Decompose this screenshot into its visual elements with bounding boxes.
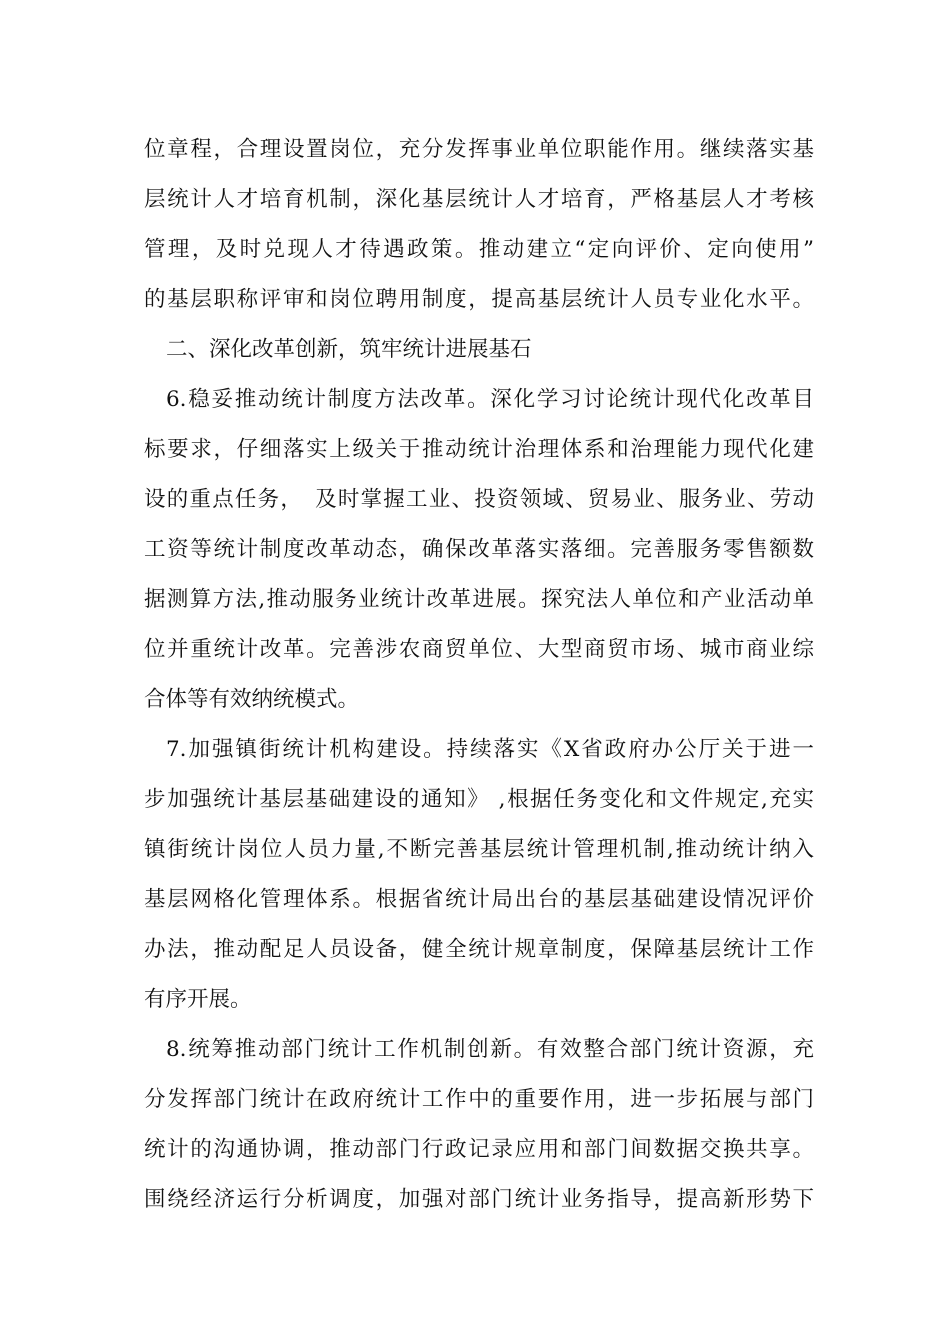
text-line: 工资等统计制度改革动态，确保改革落实落细。完善服务零售额数 xyxy=(144,537,814,562)
text-line: 基层网格化管理体系。根据省统计局出台的基层基础建设情况评价 xyxy=(144,887,814,912)
paragraph-first-line: 6.稳妥推动统计制度方法改革。深化学习讨论统计现代化改革目 xyxy=(166,387,814,412)
text-line: 标要求，仔细落实上级关于推动统计治理体系和治理能力现代化建 xyxy=(144,437,814,462)
text-line: 统计的沟通协调，推动部门行政记录应用和部门间数据交换共享。 xyxy=(144,1137,814,1162)
text-line: 的基层职称评审和岗位聘用制度，提高基层统计人员专业化水平。 xyxy=(144,287,814,312)
text-line: 分发挥部门统计在政府统计工作中的重要作用，进一步拓展与部门 xyxy=(144,1087,814,1112)
text-line: 位并重统计改革。完善涉农商贸单位、大型商贸市场、城市商业综 xyxy=(144,637,814,662)
text-line: 合体等有效纳统模式。 xyxy=(144,687,360,712)
text-line: 位章程，合理设置岗位，充分发挥事业单位职能作用。继续落实基 xyxy=(144,137,814,162)
text-line: 管理，及时兑现人才待遇政策。推动建立“定向评价、定向使用” xyxy=(144,237,814,262)
paragraph-first-line: 7.加强镇街统计机构建设。持续落实《X省政府办公厅关于进一 xyxy=(166,737,814,762)
text-line: 有序开展。 xyxy=(144,987,252,1012)
section-heading: 二、深化改革创新，筑牢统计进展基石 xyxy=(166,337,532,362)
paragraph-first-line: 8.统筹推动部门统计工作机制创新。有效整合部门统计资源，充 xyxy=(166,1037,814,1062)
text-line: 镇街统计岗位人员力量,不断完善基层统计管理机制,推动统计纳入 xyxy=(144,837,814,862)
text-line: 设的重点任务， 及时掌握工业、投资领域、贸易业、服务业、劳动 xyxy=(144,487,814,512)
text-line: 据测算方法,推动服务业统计改革进展。探究法人单位和产业活动单 xyxy=(144,587,814,612)
text-line: 办法，推动配足人员设备，健全统计规章制度，保障基层统计工作 xyxy=(144,937,814,962)
text-line: 层统计人才培育机制，深化基层统计人才培育，严格基层人才考核 xyxy=(144,187,814,212)
text-line: 围绕经济运行分析调度，加强对部门统计业务指导，提高新形势下 xyxy=(144,1187,814,1212)
text-line: 步加强统计基层基础建设的通知》 ,根据任务变化和文件规定,充实 xyxy=(144,787,814,812)
